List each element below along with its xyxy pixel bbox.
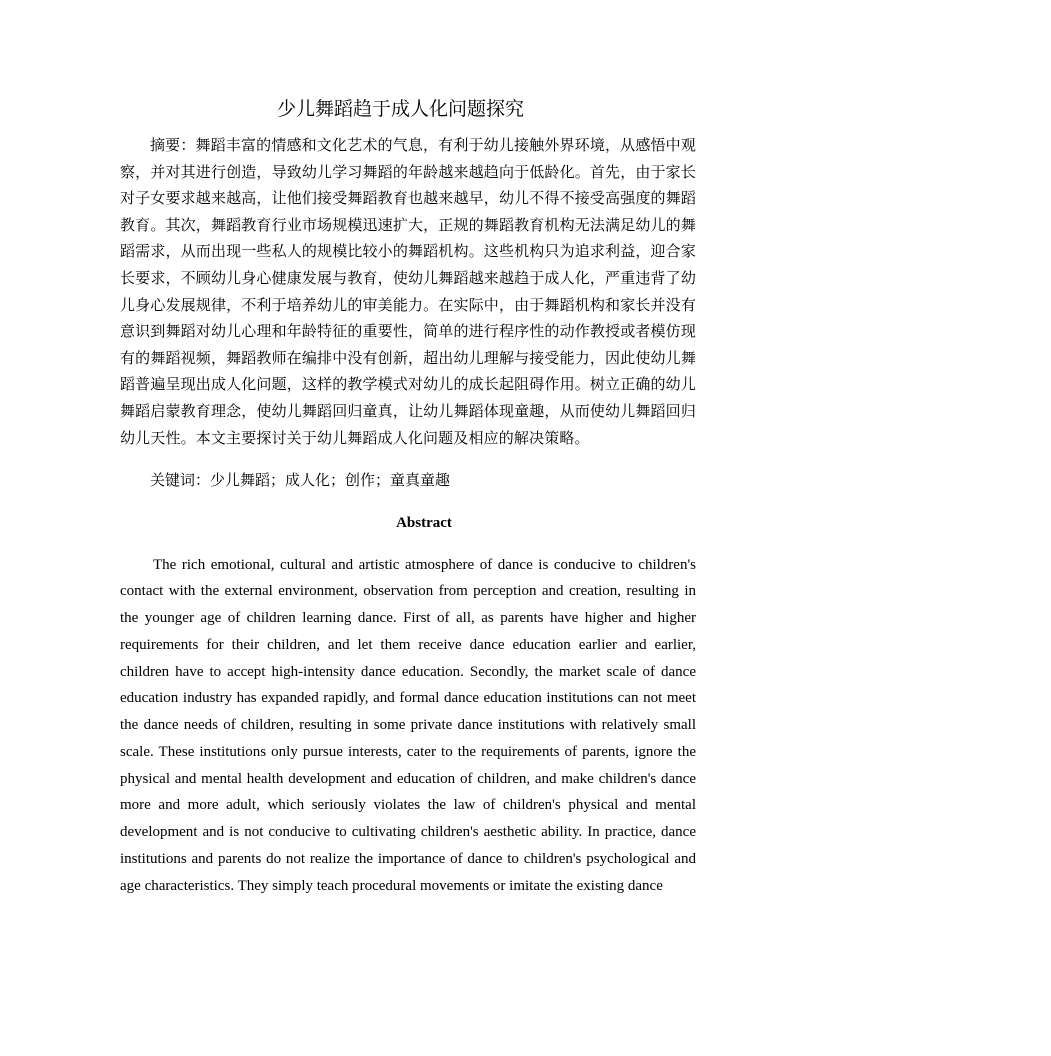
chinese-keywords: 关键词：少儿舞蹈；成人化；创作；童真童趣 <box>150 471 451 490</box>
chinese-abstract: 摘要：舞蹈丰富的情感和文化艺术的气息，有利于幼儿接触外界环境，从感悟中观察，并对其进行创造，导致幼儿学习舞蹈的年龄越来越趋向于低龄化。首先，由于家长对子女要求越来越高，让他们接受舞蹈教育也越来越早，幼儿不得不接受高强度的舞蹈教育。其次，舞蹈教育行业市场规模迅速扩大，正规的舞蹈教育机构无法满足幼儿的舞蹈需求，从而出现一些私人的规模比较小的舞蹈机构。这些机构只为追求利益，迎合家长要求，不顾幼儿身心健康发展与教育，使幼儿舞蹈越来越趋于成人化，严重违背了幼儿身心发展规律，不利于培养幼儿的审美能力。在实际中，由于舞蹈机构和家长并没有意识到舞蹈对幼儿心理和年龄特征的重要性，简单的进行程序性的动作教授或者模仿现有的舞蹈视频，舞蹈教师在编排中没有创新，超出幼儿理解与接受能力，因此使幼儿舞蹈普遍呈现出成人化问题，这样的教学模式对幼儿的成长起阻碍作用。树立正确的幼儿舞蹈启蒙教育理念，使幼儿舞蹈回归童真，让幼儿舞蹈体现童趣，从而使幼儿舞蹈回归幼儿天性。本文主要探讨关于幼儿舞蹈成人化问题及相应的解决策略。 <box>120 136 696 447</box>
document-page <box>120 92 696 899</box>
english-abstract: The rich emotional, cultural and artistic atmosphere of dance is conducive to children's contact with the external environment, observation from perception and creation, resulting in the younger age of children learning dance. First of all, as parents have higher and higher requirements for their children, and let them receive dance education earlier and earlier, children have to accept high-intensity dance education. Secondly, the market scale of dance education industry has expanded rapidly, and formal dance education institutions can not meet the dance needs of children, resulting in some private dance institutions with relatively small scale. These institutions only pursue interests, cater to the requirements of parents, ignore the physical and mental health development and education of children, and make children's dance more and more adult, which seriously violates the law of children's physical and mental development and is not conducive to cultivating children's aesthetic ability. In practice, dance institutions and parents do not realize the importance of dance to children's psychological and age characteristics. They simply teach procedural movements or imitate the existing dance <box>120 556 696 894</box>
document-title: 少儿舞蹈趋于成人化问题探究 <box>277 98 525 120</box>
abstract-heading: Abstract <box>396 514 452 531</box>
